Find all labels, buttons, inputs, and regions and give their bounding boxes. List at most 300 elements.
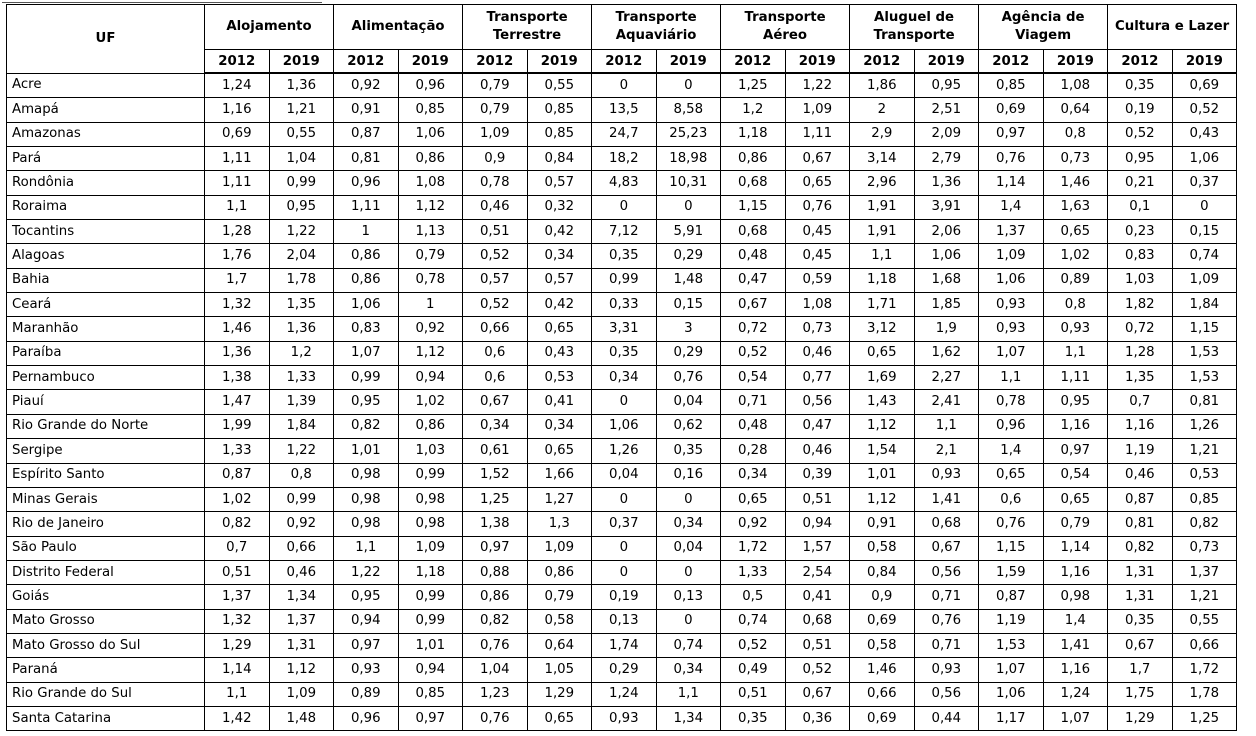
value-cell: 0,04 <box>656 536 721 560</box>
state-name-cell: Rio Grande do Norte <box>7 414 205 438</box>
value-cell: 0 <box>656 560 721 584</box>
value-cell: 1,22 <box>785 73 850 98</box>
value-cell: 1,42 <box>205 706 270 730</box>
value-cell: 0,37 <box>1172 171 1237 195</box>
value-cell: 1,04 <box>463 658 528 682</box>
value-cell: 1,12 <box>269 658 334 682</box>
value-cell: 0,86 <box>721 147 786 171</box>
value-cell: 1,15 <box>1172 317 1237 341</box>
value-cell: 0,76 <box>785 195 850 219</box>
value-cell: 1,7 <box>205 268 270 292</box>
value-cell: 0,52 <box>721 633 786 657</box>
value-cell: 0,45 <box>785 220 850 244</box>
value-cell: 1,26 <box>592 439 657 463</box>
value-cell: 1,86 <box>850 73 915 98</box>
value-cell: 1,07 <box>1043 706 1108 730</box>
value-cell: 0,15 <box>656 293 721 317</box>
value-cell: 0,85 <box>527 122 592 146</box>
value-cell: 0,56 <box>914 560 979 584</box>
value-cell: 1,41 <box>914 487 979 511</box>
value-cell: 1,11 <box>1043 366 1108 390</box>
value-cell: 0,55 <box>1172 609 1237 633</box>
value-cell: 1,26 <box>1172 414 1237 438</box>
value-cell: 1,68 <box>914 268 979 292</box>
value-cell: 0,34 <box>527 244 592 268</box>
value-cell: 0,93 <box>979 293 1044 317</box>
value-cell: 1,09 <box>1172 268 1237 292</box>
value-cell: 0,98 <box>398 512 463 536</box>
value-cell: 1,76 <box>205 244 270 268</box>
value-cell: 0,35 <box>1108 73 1173 98</box>
year-header-cell: 2012 <box>979 50 1044 74</box>
value-cell: 0,99 <box>592 268 657 292</box>
table-row <box>7 293 1237 317</box>
value-cell: 0,16 <box>656 463 721 487</box>
year-header-cell: 2012 <box>205 50 270 74</box>
value-cell: 0,76 <box>463 633 528 657</box>
value-cell: 0,51 <box>721 682 786 706</box>
value-cell: 1,02 <box>1043 244 1108 268</box>
value-cell: 1,11 <box>205 171 270 195</box>
value-cell: 0,32 <box>527 195 592 219</box>
state-name-cell: Pará <box>7 147 205 171</box>
value-cell: 1,08 <box>785 293 850 317</box>
state-name-cell: Paraná <box>7 658 205 682</box>
value-cell: 1,35 <box>269 293 334 317</box>
value-cell: 0,65 <box>721 487 786 511</box>
value-cell: 1,4 <box>979 439 1044 463</box>
value-cell: 1,14 <box>1043 536 1108 560</box>
value-cell: 0,58 <box>850 633 915 657</box>
value-cell: 1,59 <box>979 560 1044 584</box>
value-cell: 0,46 <box>1108 463 1173 487</box>
value-cell: 2 <box>850 98 915 122</box>
value-cell: 1,52 <box>463 463 528 487</box>
value-cell: 1,31 <box>1108 560 1173 584</box>
value-cell: 1,06 <box>592 414 657 438</box>
value-cell: 0,7 <box>1108 390 1173 414</box>
value-cell: 0,97 <box>398 706 463 730</box>
value-cell: 0,95 <box>334 585 399 609</box>
value-cell: 1,34 <box>656 706 721 730</box>
value-cell: 0,79 <box>463 73 528 98</box>
value-cell: 0,46 <box>785 439 850 463</box>
table-row <box>7 317 1237 341</box>
value-cell: 1,14 <box>979 171 1044 195</box>
table-row <box>7 147 1237 171</box>
value-cell: 1,09 <box>463 122 528 146</box>
year-header-cell: 2019 <box>398 50 463 74</box>
value-cell: 1,53 <box>1172 366 1237 390</box>
value-cell: 0,86 <box>463 585 528 609</box>
value-cell: 0,82 <box>463 609 528 633</box>
state-name-cell: Amapá <box>7 98 205 122</box>
value-cell: 0,47 <box>785 414 850 438</box>
value-cell: 0,99 <box>398 609 463 633</box>
table-row <box>7 560 1237 584</box>
value-cell: 1,24 <box>1043 682 1108 706</box>
value-cell: 1,02 <box>398 390 463 414</box>
value-cell: 0,94 <box>398 366 463 390</box>
value-cell: 1,08 <box>1043 73 1108 98</box>
table-body <box>7 73 1237 731</box>
value-cell: 3,91 <box>914 195 979 219</box>
value-cell: 0,67 <box>463 390 528 414</box>
value-cell: 0,99 <box>269 487 334 511</box>
value-cell: 0,42 <box>527 220 592 244</box>
value-cell: 1,41 <box>1043 633 1108 657</box>
value-cell: 8,58 <box>656 98 721 122</box>
value-cell: 0,61 <box>463 439 528 463</box>
value-cell: 0,97 <box>979 122 1044 146</box>
value-cell: 1,21 <box>1172 585 1237 609</box>
value-cell: 0,82 <box>1172 512 1237 536</box>
value-cell: 1,82 <box>1108 293 1173 317</box>
value-cell: 0,6 <box>463 341 528 365</box>
value-cell: 0,99 <box>398 463 463 487</box>
value-cell: 0,1 <box>1108 195 1173 219</box>
state-name-cell: Roraima <box>7 195 205 219</box>
value-cell: 0,54 <box>1043 463 1108 487</box>
value-cell: 0,56 <box>914 682 979 706</box>
value-cell: 0,98 <box>398 487 463 511</box>
value-cell: 0,98 <box>334 512 399 536</box>
value-cell: 0,76 <box>914 609 979 633</box>
value-cell: 0,42 <box>527 293 592 317</box>
value-cell: 0,34 <box>592 366 657 390</box>
value-cell: 0,13 <box>592 609 657 633</box>
value-cell: 0,15 <box>1172 220 1237 244</box>
value-cell: 0,57 <box>463 268 528 292</box>
state-name-cell: Goiás <box>7 585 205 609</box>
value-cell: 1,15 <box>721 195 786 219</box>
value-cell: 0,98 <box>1043 585 1108 609</box>
value-cell: 1,2 <box>721 98 786 122</box>
value-cell: 1,09 <box>785 98 850 122</box>
state-name-cell: Minas Gerais <box>7 487 205 511</box>
value-cell: 0,96 <box>334 171 399 195</box>
value-cell: 1 <box>398 293 463 317</box>
value-cell: 0,89 <box>334 682 399 706</box>
table-row <box>7 341 1237 365</box>
value-cell: 0,93 <box>914 463 979 487</box>
value-cell: 0,95 <box>334 390 399 414</box>
value-cell: 1,21 <box>1172 439 1237 463</box>
value-cell: 0,94 <box>398 658 463 682</box>
value-cell: 1,69 <box>850 366 915 390</box>
value-cell: 3,12 <box>850 317 915 341</box>
state-name-cell: Mato Grosso <box>7 609 205 633</box>
value-cell: 18,98 <box>656 147 721 171</box>
value-cell: 2,27 <box>914 366 979 390</box>
value-cell: 0,96 <box>979 414 1044 438</box>
value-cell: 1,33 <box>721 560 786 584</box>
value-cell: 1,06 <box>979 682 1044 706</box>
value-cell: 0,96 <box>334 706 399 730</box>
state-name-cell: Distrito Federal <box>7 560 205 584</box>
value-cell: 1,25 <box>721 73 786 98</box>
value-cell: 2,04 <box>269 244 334 268</box>
value-cell: 0,6 <box>979 487 1044 511</box>
group-header-cultura-e-lazer: Cultura e Lazer <box>1108 5 1237 50</box>
state-name-cell: Ceará <box>7 293 205 317</box>
value-cell: 0,21 <box>1108 171 1173 195</box>
value-cell: 0,99 <box>334 366 399 390</box>
value-cell: 0,65 <box>850 341 915 365</box>
value-cell: 1,36 <box>269 317 334 341</box>
value-cell: 1,12 <box>850 487 915 511</box>
value-cell: 0,99 <box>398 585 463 609</box>
value-cell: 1,06 <box>914 244 979 268</box>
value-cell: 1,78 <box>1172 682 1237 706</box>
value-cell: 0,5 <box>721 585 786 609</box>
value-cell: 1,12 <box>398 195 463 219</box>
value-cell: 1,36 <box>205 341 270 365</box>
value-cell: 2,1 <box>914 439 979 463</box>
value-cell: 0,98 <box>334 487 399 511</box>
value-cell: 0,36 <box>785 706 850 730</box>
value-cell: 0,73 <box>1043 147 1108 171</box>
value-cell: 0,04 <box>592 463 657 487</box>
value-cell: 1,2 <box>269 341 334 365</box>
value-cell: 1,01 <box>850 463 915 487</box>
value-cell: 0,74 <box>656 633 721 657</box>
value-cell: 1,23 <box>463 682 528 706</box>
value-cell: 0,34 <box>656 512 721 536</box>
value-cell: 0,87 <box>1108 487 1173 511</box>
table-row <box>7 73 1237 98</box>
value-cell: 0,29 <box>592 658 657 682</box>
year-header-cell: 2012 <box>721 50 786 74</box>
value-cell: 0,65 <box>1043 220 1108 244</box>
value-cell: 1,48 <box>269 706 334 730</box>
value-cell: 1,38 <box>205 366 270 390</box>
value-cell: 0,51 <box>785 487 850 511</box>
value-cell: 0,29 <box>656 244 721 268</box>
value-cell: 1 <box>334 220 399 244</box>
value-cell: 0 <box>656 487 721 511</box>
value-cell: 1,74 <box>592 633 657 657</box>
value-cell: 0,67 <box>1108 633 1173 657</box>
value-cell: 0,86 <box>334 244 399 268</box>
value-cell: 1,72 <box>1172 658 1237 682</box>
value-cell: 0 <box>592 73 657 98</box>
value-cell: 0,96 <box>398 73 463 98</box>
value-cell: 0,97 <box>334 633 399 657</box>
value-cell: 0 <box>656 609 721 633</box>
value-cell: 1,09 <box>979 244 1044 268</box>
value-cell: 0,82 <box>205 512 270 536</box>
group-header-transporte-aquaviario: Transporte Aquaviário <box>592 5 721 50</box>
year-header-cell: 2012 <box>592 50 657 74</box>
value-cell: 0,83 <box>334 317 399 341</box>
value-cell: 7,12 <box>592 220 657 244</box>
value-cell: 0,52 <box>721 341 786 365</box>
value-cell: 0 <box>656 195 721 219</box>
value-cell: 0,86 <box>334 268 399 292</box>
value-cell: 1,06 <box>398 122 463 146</box>
value-cell: 1,91 <box>850 220 915 244</box>
value-cell: 25,23 <box>656 122 721 146</box>
value-cell: 2,09 <box>914 122 979 146</box>
value-cell: 0,68 <box>785 609 850 633</box>
state-name-cell: Maranhão <box>7 317 205 341</box>
value-cell: 0,73 <box>1172 536 1237 560</box>
value-cell: 0,69 <box>1172 73 1237 98</box>
table-row <box>7 487 1237 511</box>
state-name-cell: Espírito Santo <box>7 463 205 487</box>
value-cell: 1,15 <box>979 536 1044 560</box>
value-cell: 0,81 <box>334 147 399 171</box>
value-cell: 0,92 <box>334 73 399 98</box>
value-cell: 1,1 <box>656 682 721 706</box>
value-cell: 0,54 <box>721 366 786 390</box>
value-cell: 0,55 <box>269 122 334 146</box>
value-cell: 0,69 <box>205 122 270 146</box>
value-cell: 5,91 <box>656 220 721 244</box>
value-cell: 0,68 <box>914 512 979 536</box>
value-cell: 0,93 <box>1043 317 1108 341</box>
value-cell: 1,12 <box>398 341 463 365</box>
value-cell: 1,32 <box>205 609 270 633</box>
value-cell: 0,71 <box>914 585 979 609</box>
value-cell: 1,18 <box>721 122 786 146</box>
state-name-cell: Amazonas <box>7 122 205 146</box>
value-cell: 1,72 <box>721 536 786 560</box>
value-cell: 1,4 <box>979 195 1044 219</box>
group-header-agencia-de-viagem: Agência de Viagem <box>979 5 1108 50</box>
value-cell: 3,14 <box>850 147 915 171</box>
value-cell: 1,06 <box>1172 147 1237 171</box>
value-cell: 0,92 <box>398 317 463 341</box>
value-cell: 0,84 <box>850 560 915 584</box>
value-cell: 1,27 <box>527 487 592 511</box>
year-header-cell: 2019 <box>785 50 850 74</box>
table-row <box>7 268 1237 292</box>
value-cell: 1,06 <box>979 268 1044 292</box>
value-cell: 0 <box>656 73 721 98</box>
value-cell: 0,51 <box>205 560 270 584</box>
value-cell: 1,53 <box>1172 341 1237 365</box>
value-cell: 1,19 <box>979 609 1044 633</box>
value-cell: 0,64 <box>527 633 592 657</box>
value-cell: 0,66 <box>463 317 528 341</box>
value-cell: 0,83 <box>1108 244 1173 268</box>
value-cell: 0,52 <box>785 658 850 682</box>
group-header-alojamento: Alojamento <box>205 5 334 50</box>
value-cell: 0,34 <box>656 658 721 682</box>
state-name-cell: São Paulo <box>7 536 205 560</box>
value-cell: 0,37 <box>592 512 657 536</box>
value-cell: 0,52 <box>1108 122 1173 146</box>
state-name-cell: Mato Grosso do Sul <box>7 633 205 657</box>
value-cell: 1,35 <box>1108 366 1173 390</box>
value-cell: 0,39 <box>785 463 850 487</box>
state-name-cell: Rio Grande do Sul <box>7 682 205 706</box>
year-header-cell: 2019 <box>656 50 721 74</box>
value-cell: 0,65 <box>527 317 592 341</box>
value-cell: 0,8 <box>1043 122 1108 146</box>
table-row <box>7 390 1237 414</box>
value-cell: 0,69 <box>850 609 915 633</box>
value-cell: 0,43 <box>1172 122 1237 146</box>
value-cell: 1,54 <box>850 439 915 463</box>
value-cell: 1,37 <box>979 220 1044 244</box>
value-cell: 0,44 <box>914 706 979 730</box>
location-quotient-table <box>6 4 1237 731</box>
value-cell: 1,46 <box>205 317 270 341</box>
table-row <box>7 633 1237 657</box>
value-cell: 0,76 <box>656 366 721 390</box>
value-cell: 13,5 <box>592 98 657 122</box>
value-cell: 0,85 <box>1172 487 1237 511</box>
value-cell: 0,82 <box>1108 536 1173 560</box>
value-cell: 0,71 <box>914 633 979 657</box>
value-cell: 0,52 <box>1172 98 1237 122</box>
value-cell: 0,69 <box>979 98 1044 122</box>
value-cell: 0,57 <box>527 171 592 195</box>
value-cell: 0,86 <box>398 414 463 438</box>
value-cell: 0,85 <box>979 73 1044 98</box>
value-cell: 0,71 <box>721 390 786 414</box>
value-cell: 0,79 <box>527 585 592 609</box>
value-cell: 0,86 <box>398 147 463 171</box>
value-cell: 0,65 <box>1043 487 1108 511</box>
table-row <box>7 171 1237 195</box>
value-cell: 0,91 <box>850 512 915 536</box>
value-cell: 1,07 <box>979 658 1044 682</box>
value-cell: 1,71 <box>850 293 915 317</box>
state-name-cell: Sergipe <box>7 439 205 463</box>
value-cell: 0,34 <box>463 414 528 438</box>
value-cell: 1,46 <box>1043 171 1108 195</box>
value-cell: 3 <box>656 317 721 341</box>
value-cell: 0,67 <box>785 682 850 706</box>
value-cell: 0,19 <box>1108 98 1173 122</box>
table-row <box>7 585 1237 609</box>
value-cell: 1,33 <box>269 366 334 390</box>
value-cell: 0,58 <box>527 609 592 633</box>
table-row <box>7 609 1237 633</box>
value-cell: 2,06 <box>914 220 979 244</box>
value-cell: 1,57 <box>785 536 850 560</box>
value-cell: 1,07 <box>334 341 399 365</box>
value-cell: 1,09 <box>269 682 334 706</box>
value-cell: 1,28 <box>1108 341 1173 365</box>
value-cell: 0,97 <box>1043 439 1108 463</box>
year-header-cell: 2019 <box>914 50 979 74</box>
value-cell: 1,75 <box>1108 682 1173 706</box>
value-cell: 0,95 <box>914 73 979 98</box>
value-cell: 1,53 <box>979 633 1044 657</box>
value-cell: 0,7 <box>205 536 270 560</box>
value-cell: 1,85 <box>914 293 979 317</box>
value-cell: 0,85 <box>527 98 592 122</box>
value-cell: 0,9 <box>850 585 915 609</box>
value-cell: 0,65 <box>979 463 1044 487</box>
value-cell: 0,9 <box>463 147 528 171</box>
value-cell: 0,53 <box>1172 463 1237 487</box>
value-cell: 1,1 <box>205 682 270 706</box>
value-cell: 0,95 <box>1108 147 1173 171</box>
year-header-cell: 2019 <box>1043 50 1108 74</box>
value-cell: 1,37 <box>205 585 270 609</box>
value-cell: 1,84 <box>1172 293 1237 317</box>
value-cell: 0,6 <box>463 366 528 390</box>
uf-header: UF <box>7 5 205 74</box>
value-cell: 1,11 <box>205 147 270 171</box>
value-cell: 0,35 <box>721 706 786 730</box>
